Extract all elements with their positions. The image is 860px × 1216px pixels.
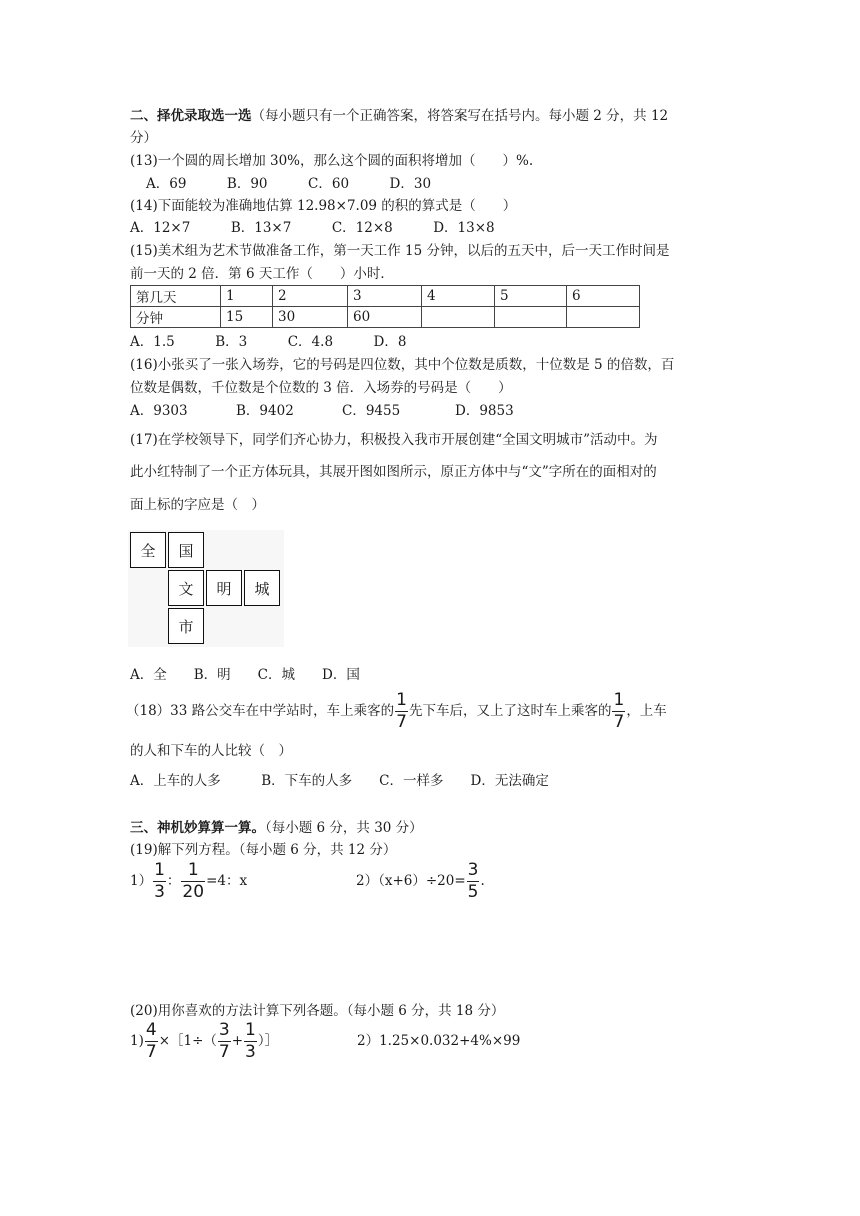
section-3-instructions: （每小题 6 分，共 30 分）: [265, 820, 423, 836]
fraction-denominator: 3: [245, 1042, 256, 1062]
table-cell: 15: [221, 307, 273, 328]
plus-sign: +: [231, 1033, 244, 1049]
q17-options: A．全 B．明 C．城 D．国: [130, 667, 360, 683]
q18-fraction-2: [612, 692, 625, 731]
q16-option-d: D．9853: [455, 403, 514, 419]
q19-e1-fraction-2: [181, 862, 205, 901]
net-face-cheng: 城: [244, 570, 280, 606]
section-2-instructions-cont: 分）: [130, 130, 157, 146]
table-cell: 30: [273, 307, 348, 328]
table-cell: 5: [495, 286, 567, 307]
table-cell: 2: [273, 286, 348, 307]
fraction-denominator: 7: [218, 1042, 230, 1062]
table-row: [131, 286, 640, 307]
expression-middle: ×［1÷（: [158, 1033, 217, 1049]
q15-stem-line1: (15)美术组为艺术节做准备工作，第一天工作 15 分钟，以后的五天中，后一天工作时间是: [130, 243, 670, 259]
section-2-title: 二、择优录取选一选: [130, 108, 252, 124]
table-cell: 1: [221, 286, 273, 307]
q16-option-b: B．9402: [236, 403, 294, 419]
fraction-denominator: 7: [145, 1042, 157, 1062]
cube-net-figure: [128, 530, 284, 647]
table-cell: [495, 307, 567, 328]
q20-expression-2: 2）1.25×0.032+4%×99: [357, 1033, 521, 1049]
q16-stem-line2: 位数是偶数，千位数是个位数的 3 倍．入场券的号码是（ ）: [130, 380, 512, 396]
table-cell: 3: [348, 286, 422, 307]
table-cell: 60: [348, 307, 422, 328]
table-cell: 6: [567, 286, 640, 307]
q18-fraction-1: [395, 692, 408, 731]
q18-text-part3: ，上车: [626, 703, 667, 719]
equation-label: 1）: [130, 873, 153, 889]
q14-options: A．12×7 B．13×7 C．12×8 D．13×8: [130, 220, 495, 236]
q20-e1-fraction-2: [218, 1022, 231, 1061]
section-2-instructions: （每小题只有一个正确答案，将答案写在括号内。每小题 2 分，共 12: [251, 108, 669, 124]
q16-option-a: A．9303: [130, 403, 188, 419]
section-3-title: 三、神机妙算算一算。: [130, 820, 265, 836]
fraction-denominator: 7: [613, 712, 625, 732]
fraction-denominator: 7: [396, 712, 407, 732]
q17-stem-line3: 面上标的字应是（ ）: [130, 497, 265, 513]
fraction-numerator: 1: [396, 690, 407, 710]
net-face-wen: 文: [168, 570, 204, 606]
fraction-numerator: 1: [613, 690, 625, 710]
q16-stem-line1: (16)小张买了一张入场券，它的号码是四位数，其中个位数是质数，十位数是 5 的倍数，百: [130, 357, 675, 373]
q20-e1-fraction-3: [244, 1022, 257, 1061]
table-cell: [422, 307, 495, 328]
q18-text-part1: （18）33 路公交车在中学站时，车上乘客的: [126, 703, 395, 719]
fraction-numerator: 1: [245, 1020, 256, 1040]
equation-rhs: =4：x: [206, 873, 248, 889]
section-2-heading: [130, 108, 668, 125]
q16-option-c: C．9455: [342, 403, 401, 419]
q19-equation-2: [356, 862, 485, 901]
net-face-guo: 国: [168, 532, 204, 568]
q17-stem-line1: (17)在学校领导下，同学们齐心协力，积极投入我市开展创建“全国文明城市”活动中。为: [130, 432, 658, 448]
q15-options: A．1.5 B．3 C．4.8 D．8: [130, 334, 407, 350]
q13-options: A．69 B．90 C．60 D．30: [146, 176, 432, 192]
ratio-colon: ：: [166, 873, 181, 889]
q15-stem-line2: 前一天的 2 倍．第 6 天工作（ ）小时．: [130, 266, 394, 282]
table-cell: 第几天: [131, 286, 221, 307]
net-face-ming: 明: [206, 570, 242, 606]
fraction-numerator: 1: [187, 860, 199, 880]
fraction-numerator: 3: [218, 1020, 230, 1040]
q18-stem-line1: [126, 692, 667, 731]
q14-stem: (14)下面能较为准确地估算 12.98×7.09 的积的算式是（ ）: [130, 198, 517, 214]
equation-end: .: [480, 873, 485, 889]
fraction-denominator: 20: [182, 882, 205, 902]
net-face-quan: 全: [130, 532, 166, 568]
q18-options: A．上车的人多 B．下车的人多 C．一样多 D．无法确定: [130, 773, 549, 789]
fraction-numerator: 4: [145, 1020, 157, 1040]
equation-lhs: 2）（x+6）÷20=: [356, 873, 466, 889]
q18-text-part2: 先下车后，又上了这时车上乘客的: [408, 703, 612, 719]
fraction-denominator: 5: [467, 882, 479, 902]
table-cell: 分钟: [131, 307, 221, 328]
table-cell: 4: [422, 286, 495, 307]
fraction-numerator: 1: [154, 860, 165, 880]
fraction-numerator: 3: [467, 860, 479, 880]
q20-expression-1: [130, 1022, 278, 1061]
q20-e1-fraction-1: [145, 1022, 158, 1061]
table-row: [131, 307, 640, 328]
section-3-heading: [130, 820, 423, 837]
q19-e2-fraction: [467, 862, 480, 901]
q13-stem: (13)一个圆的周长增加 30%，那么这个圆的面积将增加（ ）%.: [130, 153, 534, 169]
q19-equation-1: [130, 862, 247, 901]
q17-stem-line2: 此小红特制了一个正方体玩具，其展开图如图所示，原正方体中与“文”字所在的面相对的: [130, 464, 657, 480]
q18-stem-line2: 的人和下车的人比较（ ）: [130, 743, 292, 759]
expression-end: ）］: [257, 1033, 279, 1049]
fraction-denominator: 3: [154, 882, 165, 902]
q20-stem: (20)用你喜欢的方法计算下列各题。（每小题 6 分，共 18 分）: [130, 1003, 505, 1019]
q15-days-table: [130, 285, 640, 328]
q19-stem: (19)解下列方程。（每小题 6 分，共 12 分）: [130, 842, 397, 858]
expression-label: 1): [130, 1033, 144, 1049]
net-face-shi: 市: [168, 608, 204, 644]
q19-e1-fraction-1: [153, 862, 166, 901]
table-cell: [567, 307, 640, 328]
